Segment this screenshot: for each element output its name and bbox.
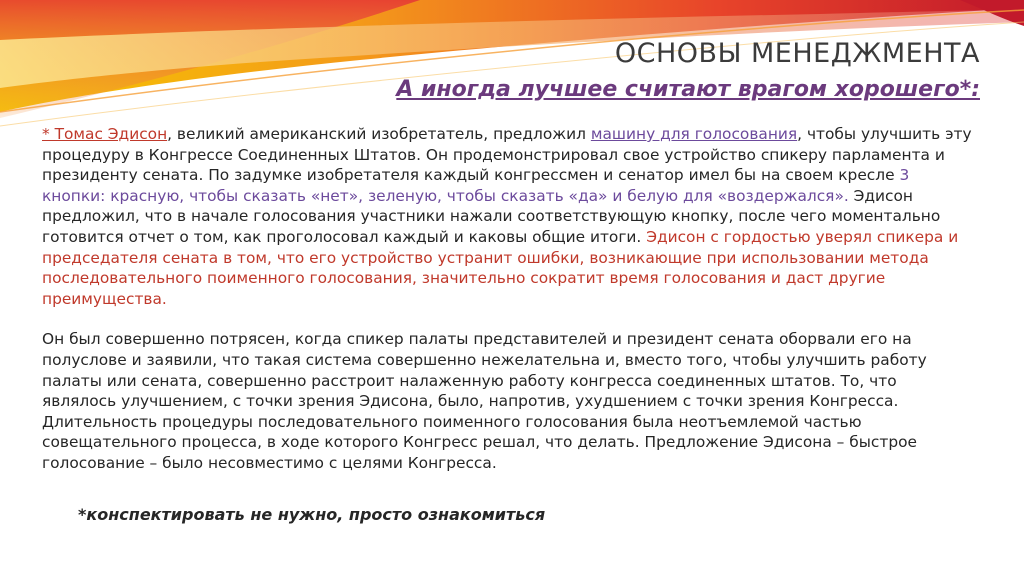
three-buttons-phrase: 3 кнопки: красную, чтобы сказать «нет», зеленую, чтобы сказать «да» и белую для «воздержался». — [42, 166, 910, 205]
footnote: *конспектировать не нужно, просто ознакомиться — [78, 505, 546, 524]
edison-claim: Эдисон с гордостью уверял спикера и председателя сената в том, что его устройство устранит ошибки, возникающие при использовании метода последовательного поименного голосования, значительно сократит время голосования и даст другие преимущества. — [42, 227, 959, 308]
paragraph-1 — [42, 124, 972, 309]
body-text — [42, 124, 972, 474]
paragraph-1-text-a: , великий американский изобретатель, предложил — [167, 125, 591, 143]
paragraph-1-text-c: Эдисон предложил, что в начале голосования участники нажали соответствующую кнопку, после чего моментально готовится отчет о том, как проголосовал каждый и каковы общие итоги. — [42, 186, 941, 246]
edison-name: * Томас Эдисон — [42, 125, 168, 143]
slide-title: ОСНОВЫ МЕНЕДЖМЕНТА — [614, 38, 980, 69]
paragraph-1-text-b: , чтобы улучшить эту процедуру в Конгрессе Соединенных Штатов. Он продемонстрировал свое устройство спикеру парламента и президенту сената. По задумке изобретателя каждый конгрессмен и сенатор имел бы на своем кресле — [42, 125, 972, 185]
slide-subtitle: А иногда лучшее считают врагом хорошего*: — [396, 77, 980, 102]
paragraph-2: Он был совершенно потрясен, когда спикер палаты представителей и президент сената оборвали его на полуслове и заявили, что такая система совершенно нежелательна и, вместо того, чтобы улучшить работу палаты или сената, совершенно расстроит налаженную работу конгресса соединенных штатов. То, что являлось улучшением, с точки зрения Эдисона, было, напротив, ухудшением с точки зрения Конгресса. Длительность процедуры последовательного поименного голосования была неотъемлемой частью совещательного процесса, в ходе которого Конгресс решал, что делать. Предложение Эдисона – быстрое голосование – было несовместимо с целями Конгресса. — [42, 330, 927, 472]
voting-machine-phrase: машину для голосования — [590, 125, 798, 143]
